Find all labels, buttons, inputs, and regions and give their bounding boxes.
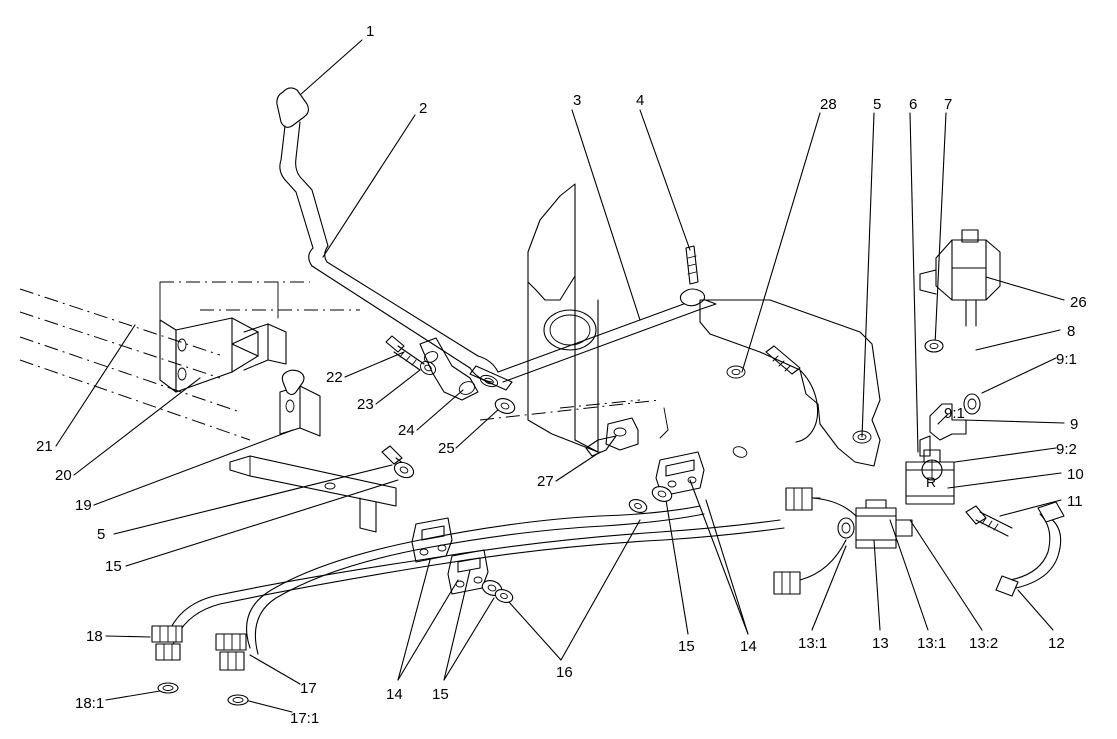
callout-12: 12 xyxy=(1048,635,1065,652)
callout-25: 25 xyxy=(438,440,455,457)
callout-8: 8 xyxy=(1067,323,1076,340)
callout-9-1-left: 9:1 xyxy=(944,405,965,422)
callout-11: 11 xyxy=(1067,493,1083,510)
callout-21: 21 xyxy=(36,438,53,455)
callout-5-left: 5 xyxy=(97,526,106,543)
hose-run-16 xyxy=(166,506,784,654)
callout-4: 4 xyxy=(636,92,645,109)
callout-13-1-a: 13:1 xyxy=(798,635,828,652)
hose-12 xyxy=(996,502,1064,596)
valve-body-10 xyxy=(906,450,954,504)
hose-fitting-18 xyxy=(152,626,182,693)
bolt-11 xyxy=(966,506,1012,536)
callout-18-1: 18:1 xyxy=(75,695,105,712)
bracket-14-center xyxy=(627,445,748,515)
callout-13-2: 13:2 xyxy=(969,635,999,652)
callout-9: 9 xyxy=(1070,416,1079,433)
callout-9-2: 9:2 xyxy=(1056,441,1077,458)
washer-25 xyxy=(493,396,517,416)
callout-2: 2 xyxy=(419,100,428,117)
callout-16: 16 xyxy=(556,664,573,681)
callout-13: 13 xyxy=(872,635,889,652)
callout-15-center: 15 xyxy=(678,638,695,655)
callout-6: 6 xyxy=(909,96,918,113)
callout-20: 20 xyxy=(55,467,72,484)
callout-19: 19 xyxy=(75,497,92,514)
callout-1: 1 xyxy=(366,23,375,40)
callout-14-lower: 14 xyxy=(386,686,403,703)
callout-10: 10 xyxy=(1067,466,1084,483)
control-lever-part xyxy=(277,88,498,382)
callout-27: 27 xyxy=(537,473,554,490)
clamp-14-lower-left xyxy=(412,518,515,605)
callout-15-left: 15 xyxy=(105,558,122,575)
callout-13-1-b: 13:1 xyxy=(917,635,947,652)
leader-lines xyxy=(56,40,1064,712)
hose-fitting-17 xyxy=(216,634,248,705)
callout-24: 24 xyxy=(398,422,415,439)
construction-lines xyxy=(20,282,660,440)
lever-clevis xyxy=(420,338,512,400)
right-main-plate xyxy=(700,300,880,466)
callout-5-top: 5 xyxy=(873,96,882,113)
valve-13 xyxy=(838,500,912,548)
callout-26: 26 xyxy=(1070,294,1087,311)
callout-14-center: 14 xyxy=(740,638,757,655)
callout-15-lower: 15 xyxy=(432,686,449,703)
callout-18: 18 xyxy=(86,628,103,645)
screw-4 xyxy=(680,246,704,306)
center-plate xyxy=(528,184,598,452)
bolt-5-left xyxy=(382,446,416,481)
mounting-brackets xyxy=(160,318,396,532)
callout-7: 7 xyxy=(944,96,953,113)
callout-17-1: 17:1 xyxy=(290,710,320,727)
callout-28: 28 xyxy=(820,96,837,113)
long-rod xyxy=(498,298,716,382)
callout-22: 22 xyxy=(326,369,343,386)
svg-text:R: R xyxy=(926,474,937,490)
elbow-fitting-9 xyxy=(920,394,980,456)
callout-17: 17 xyxy=(300,680,317,697)
washer-8 xyxy=(925,340,943,352)
callout-3: 3 xyxy=(573,92,582,109)
callout-23: 23 xyxy=(357,396,374,413)
screw-right-plate xyxy=(766,346,800,374)
callout-9-1-right: 9:1 xyxy=(1056,351,1077,368)
tube-assembly-right xyxy=(774,488,856,594)
